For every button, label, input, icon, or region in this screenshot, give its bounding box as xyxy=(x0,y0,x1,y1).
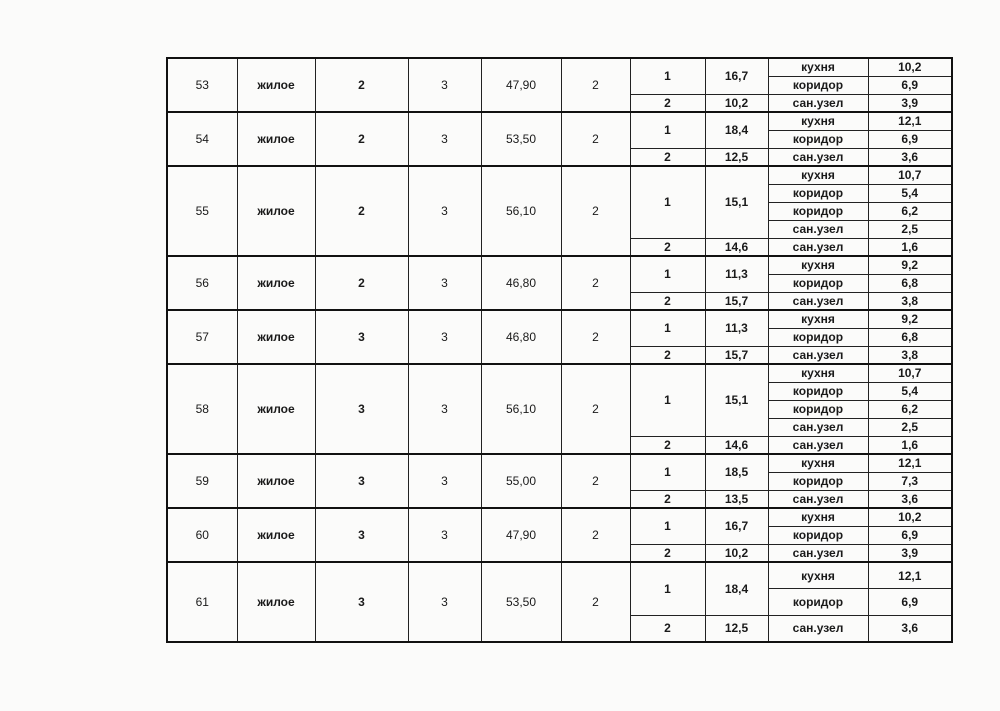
rooms-count: 3 xyxy=(315,364,408,454)
rooms-count: 3 xyxy=(315,310,408,364)
premises-type: жилое xyxy=(237,166,315,256)
apartment-number: 57 xyxy=(167,310,237,364)
column-six-value: 2 xyxy=(561,508,630,562)
aux-room-area: 12,1 xyxy=(868,562,952,589)
total-area: 56,10 xyxy=(481,364,561,454)
aux-room-name: сан.узел xyxy=(768,94,868,112)
aux-room-name: кухня xyxy=(768,364,868,382)
aux-room-area: 6,9 xyxy=(868,76,952,94)
aux-room-name: коридор xyxy=(768,130,868,148)
aux-room-area: 6,2 xyxy=(868,400,952,418)
table-row xyxy=(167,256,952,274)
column-six-value: 2 xyxy=(561,562,630,642)
aux-room-name: коридор xyxy=(768,202,868,220)
apartment-number: 55 xyxy=(167,166,237,256)
column-six-value: 2 xyxy=(561,58,630,112)
table-row xyxy=(167,364,952,382)
aux-room-name: сан.узел xyxy=(768,544,868,562)
aux-room-area: 1,6 xyxy=(868,238,952,256)
total-area: 53,50 xyxy=(481,562,561,642)
aux-room-area: 6,9 xyxy=(868,526,952,544)
aux-room-area: 9,2 xyxy=(868,256,952,274)
column-four-value: 3 xyxy=(408,112,481,166)
living-room-number: 1 xyxy=(630,562,705,615)
rooms-count: 2 xyxy=(315,112,408,166)
aux-room-name: кухня xyxy=(768,166,868,184)
living-room-number: 1 xyxy=(630,310,705,346)
aux-room-area: 6,8 xyxy=(868,274,952,292)
aux-room-area: 1,6 xyxy=(868,436,952,454)
aux-room-area: 6,9 xyxy=(868,130,952,148)
aux-room-name: сан.узел xyxy=(768,292,868,310)
table-row xyxy=(167,454,952,472)
living-room-area: 18,4 xyxy=(705,112,768,148)
total-area: 46,80 xyxy=(481,256,561,310)
aux-room-name: сан.узел xyxy=(768,238,868,256)
aux-room-area: 10,7 xyxy=(868,364,952,382)
aux-room-name: коридор xyxy=(768,76,868,94)
aux-room-name: кухня xyxy=(768,508,868,526)
living-room-area: 10,2 xyxy=(705,94,768,112)
aux-room-area: 5,4 xyxy=(868,382,952,400)
living-room-number: 2 xyxy=(630,94,705,112)
premises-type: жилое xyxy=(237,364,315,454)
aux-room-name: сан.узел xyxy=(768,346,868,364)
premises-type: жилое xyxy=(237,310,315,364)
aux-room-name: коридор xyxy=(768,526,868,544)
living-room-area: 12,5 xyxy=(705,615,768,642)
column-six-value: 2 xyxy=(561,364,630,454)
apartment-number: 56 xyxy=(167,256,237,310)
total-area: 46,80 xyxy=(481,310,561,364)
living-room-area: 15,1 xyxy=(705,364,768,436)
living-room-area: 15,7 xyxy=(705,346,768,364)
aux-room-name: сан.узел xyxy=(768,436,868,454)
aux-room-area: 6,2 xyxy=(868,202,952,220)
column-four-value: 3 xyxy=(408,508,481,562)
aux-room-name: кухня xyxy=(768,310,868,328)
living-room-number: 2 xyxy=(630,238,705,256)
column-four-value: 3 xyxy=(408,310,481,364)
apartment-number: 59 xyxy=(167,454,237,508)
aux-room-area: 3,6 xyxy=(868,148,952,166)
aux-room-area: 6,8 xyxy=(868,328,952,346)
column-four-value: 3 xyxy=(408,364,481,454)
living-room-area: 18,4 xyxy=(705,562,768,615)
living-room-number: 2 xyxy=(630,615,705,642)
living-room-area: 12,5 xyxy=(705,148,768,166)
apartment-number: 61 xyxy=(167,562,237,642)
total-area: 53,50 xyxy=(481,112,561,166)
premises-type: жилое xyxy=(237,256,315,310)
aux-room-name: сан.узел xyxy=(768,148,868,166)
living-room-number: 2 xyxy=(630,292,705,310)
aux-room-area: 3,8 xyxy=(868,292,952,310)
living-room-number: 2 xyxy=(630,436,705,454)
aux-room-name: кухня xyxy=(768,112,868,130)
living-room-area: 18,5 xyxy=(705,454,768,490)
living-room-area: 10,2 xyxy=(705,544,768,562)
aux-room-area: 10,2 xyxy=(868,508,952,526)
premises-type: жилое xyxy=(237,112,315,166)
aux-room-area: 5,4 xyxy=(868,184,952,202)
aux-room-area: 2,5 xyxy=(868,220,952,238)
living-room-area: 15,1 xyxy=(705,166,768,238)
aux-room-area: 3,9 xyxy=(868,94,952,112)
table-row xyxy=(167,508,952,526)
living-room-area: 16,7 xyxy=(705,58,768,94)
aux-room-area: 2,5 xyxy=(868,418,952,436)
aux-room-name: кухня xyxy=(768,562,868,589)
aux-room-area: 6,9 xyxy=(868,589,952,616)
aux-room-name: коридор xyxy=(768,472,868,490)
aux-room-name: кухня xyxy=(768,256,868,274)
living-room-area: 11,3 xyxy=(705,256,768,292)
total-area: 55,00 xyxy=(481,454,561,508)
column-six-value: 2 xyxy=(561,256,630,310)
table-row xyxy=(167,166,952,184)
column-six-value: 2 xyxy=(561,454,630,508)
aux-room-area: 3,8 xyxy=(868,346,952,364)
table-row xyxy=(167,58,952,76)
apartment-number: 54 xyxy=(167,112,237,166)
aux-room-name: кухня xyxy=(768,454,868,472)
rooms-count: 3 xyxy=(315,508,408,562)
rooms-count: 3 xyxy=(315,562,408,642)
column-four-value: 3 xyxy=(408,256,481,310)
column-four-value: 3 xyxy=(408,166,481,256)
living-room-number: 2 xyxy=(630,148,705,166)
living-room-number: 2 xyxy=(630,544,705,562)
rooms-count: 3 xyxy=(315,454,408,508)
living-room-number: 1 xyxy=(630,166,705,238)
premises-type: жилое xyxy=(237,58,315,112)
living-room-number: 1 xyxy=(630,112,705,148)
living-room-number: 1 xyxy=(630,454,705,490)
aux-room-area: 9,2 xyxy=(868,310,952,328)
premises-type: жилое xyxy=(237,454,315,508)
living-room-number: 1 xyxy=(630,256,705,292)
living-room-area: 14,6 xyxy=(705,436,768,454)
living-room-number: 2 xyxy=(630,346,705,364)
aux-room-name: коридор xyxy=(768,328,868,346)
aux-room-area: 12,1 xyxy=(868,454,952,472)
column-four-value: 3 xyxy=(408,562,481,642)
aux-room-area: 10,7 xyxy=(868,166,952,184)
premises-type: жилое xyxy=(237,508,315,562)
aux-room-name: коридор xyxy=(768,589,868,616)
aux-room-name: сан.узел xyxy=(768,615,868,642)
column-six-value: 2 xyxy=(561,310,630,364)
apartment-number: 53 xyxy=(167,58,237,112)
aux-room-area: 3,6 xyxy=(868,615,952,642)
aux-room-area: 3,9 xyxy=(868,544,952,562)
aux-room-name: кухня xyxy=(768,58,868,76)
column-six-value: 2 xyxy=(561,112,630,166)
aux-room-name: коридор xyxy=(768,400,868,418)
total-area: 47,90 xyxy=(481,508,561,562)
living-room-area: 14,6 xyxy=(705,238,768,256)
aux-room-area: 7,3 xyxy=(868,472,952,490)
rooms-count: 2 xyxy=(315,166,408,256)
aux-room-name: коридор xyxy=(768,184,868,202)
aux-room-area: 3,6 xyxy=(868,490,952,508)
rooms-count: 2 xyxy=(315,256,408,310)
aux-room-name: сан.узел xyxy=(768,220,868,238)
premises-type: жилое xyxy=(237,562,315,642)
aux-room-name: коридор xyxy=(768,274,868,292)
living-room-area: 16,7 xyxy=(705,508,768,544)
living-room-number: 1 xyxy=(630,58,705,94)
apartment-number: 60 xyxy=(167,508,237,562)
living-room-area: 13,5 xyxy=(705,490,768,508)
aux-room-name: сан.узел xyxy=(768,490,868,508)
living-room-area: 15,7 xyxy=(705,292,768,310)
living-room-number: 1 xyxy=(630,508,705,544)
aux-room-name: сан.узел xyxy=(768,418,868,436)
aux-room-name: коридор xyxy=(768,382,868,400)
living-room-area: 11,3 xyxy=(705,310,768,346)
rooms-count: 2 xyxy=(315,58,408,112)
table-row xyxy=(167,310,952,328)
aux-room-area: 10,2 xyxy=(868,58,952,76)
table-row xyxy=(167,562,952,589)
aux-room-area: 12,1 xyxy=(868,112,952,130)
column-six-value: 2 xyxy=(561,166,630,256)
living-room-number: 1 xyxy=(630,364,705,436)
column-four-value: 3 xyxy=(408,58,481,112)
table-row xyxy=(167,112,952,130)
total-area: 56,10 xyxy=(481,166,561,256)
total-area: 47,90 xyxy=(481,58,561,112)
apartment-schedule-table xyxy=(166,57,953,643)
apartment-number: 58 xyxy=(167,364,237,454)
column-four-value: 3 xyxy=(408,454,481,508)
living-room-number: 2 xyxy=(630,490,705,508)
